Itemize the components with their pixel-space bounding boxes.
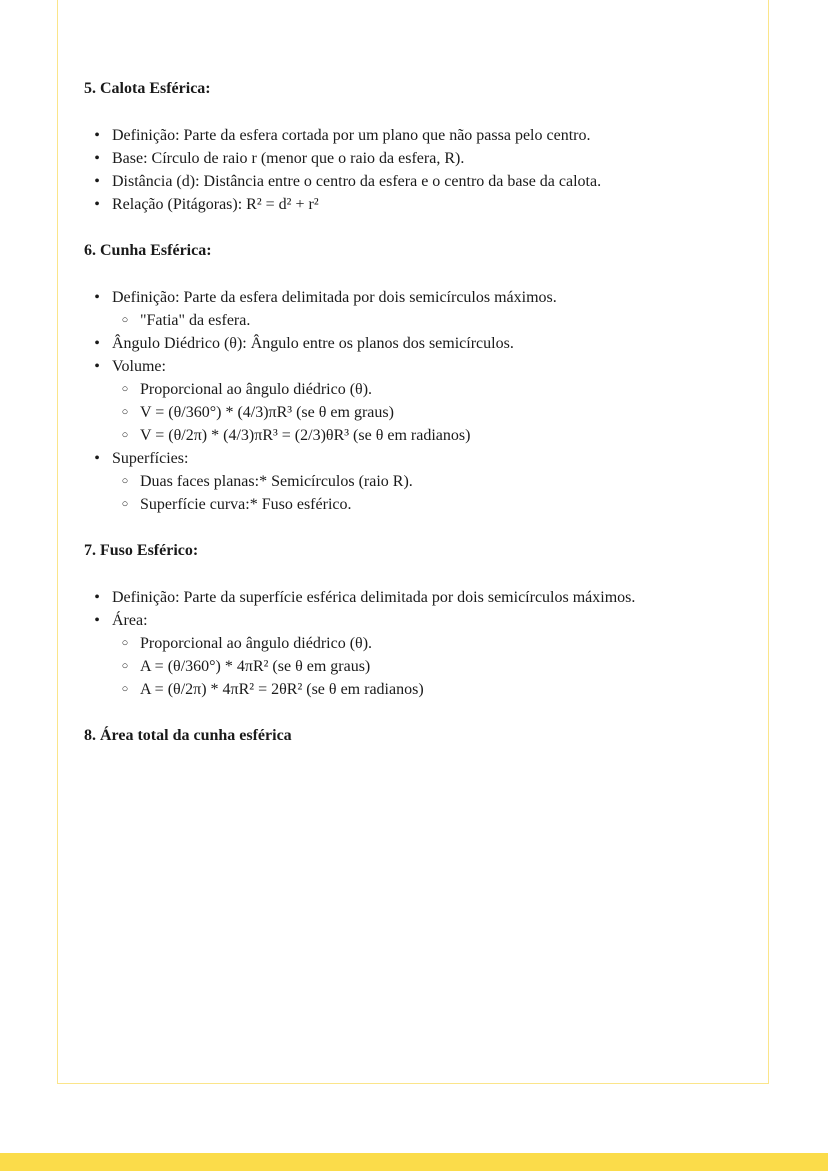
document-content xyxy=(84,78,754,771)
hollow-bullet-icon: ○ xyxy=(121,637,129,649)
section-7-heading: 7. Fuso Esférico: xyxy=(84,542,199,559)
sub-list-item: ○ A = (θ/2π) * 4πR² = 2θR² (se θ em radianos) xyxy=(140,678,754,701)
list-item: • Relação (Pitágoras): R² = d² + r² xyxy=(112,193,754,216)
sub-list xyxy=(112,632,754,701)
sub-list-item: ○ Proporcional ao ângulo diédrico (θ). xyxy=(140,632,754,655)
list-item: • Área: ○ Proporcional ao ângulo diédrico (θ). ○ A = (θ/360°) * 4πR² (se θ em graus) ○ A = (θ/2π) * 4πR² = 2θR² (se θ em radianos) xyxy=(112,609,754,701)
hollow-bullet-icon: ○ xyxy=(121,498,129,510)
sub-list-item: ○ A = (θ/360°) * 4πR² (se θ em graus) xyxy=(140,655,754,678)
bullet-icon: • xyxy=(94,173,100,190)
hollow-bullet-icon: ○ xyxy=(121,429,129,441)
sub-list-item: ○ "Fatia" da esfera. xyxy=(140,309,754,332)
list-item: • Distância (d): Distância entre o centro da esfera e o centro da base da calota. xyxy=(112,170,754,193)
hollow-bullet-icon: ○ xyxy=(121,383,129,395)
list-item: • Superfícies: ○ Duas faces planas:* Semicírculos (raio R). ○ Superfície curva:* Fuso esférico. xyxy=(112,447,754,516)
bullet-icon: • xyxy=(94,335,100,352)
sub-list-item: ○ V = (θ/360°) * (4/3)πR³ (se θ em graus) xyxy=(140,401,754,424)
bullet-icon: • xyxy=(94,589,100,606)
bullet-icon: • xyxy=(94,358,100,375)
hollow-bullet-icon: ○ xyxy=(121,406,129,418)
list-item: • Base: Círculo de raio r (menor que o raio da esfera, R). xyxy=(112,147,754,170)
section-6-list xyxy=(84,286,754,516)
sub-list-item: ○ Proporcional ao ângulo diédrico (θ). xyxy=(140,378,754,401)
footer-bar xyxy=(0,1153,828,1171)
section-5-list xyxy=(84,124,754,216)
bullet-icon: • xyxy=(94,150,100,167)
hollow-bullet-icon: ○ xyxy=(121,660,129,672)
bullet-icon: • xyxy=(94,289,100,306)
section-6-heading: 6. Cunha Esférica: xyxy=(84,242,212,259)
hollow-bullet-icon: ○ xyxy=(121,683,129,695)
sub-list xyxy=(112,470,754,516)
document-page xyxy=(57,0,769,1084)
bullet-icon: • xyxy=(94,450,100,467)
sub-list-item: ○ V = (θ/2π) * (4/3)πR³ = (2/3)θR³ (se θ em radianos) xyxy=(140,424,754,447)
list-item: • Definição: Parte da superfície esférica delimitada por dois semicírculos máximos. xyxy=(112,586,754,609)
sub-list-item: ○ Duas faces planas:* Semicírculos (raio R). xyxy=(140,470,754,493)
hollow-bullet-icon: ○ xyxy=(121,314,129,326)
bullet-icon: • xyxy=(94,612,100,629)
list-item: • Definição: Parte da esfera cortada por um plano que não passa pelo centro. xyxy=(112,124,754,147)
section-7-list xyxy=(84,586,754,701)
sub-list xyxy=(112,378,754,447)
hollow-bullet-icon: ○ xyxy=(121,475,129,487)
bullet-icon: • xyxy=(94,127,100,144)
bullet-icon: • xyxy=(94,196,100,213)
list-item: • Volume: ○ Proporcional ao ângulo diédrico (θ). ○ V = (θ/360°) * (4/3)πR³ (se θ em graus) ○ V = (θ/2π) * (4/3)πR³ = (2/3)θR³ (se θ em radianos) xyxy=(112,355,754,447)
section-8-heading: 8. Área total da cunha esférica xyxy=(84,727,292,744)
section-5-heading: 5. Calota Esférica: xyxy=(84,80,211,97)
sub-list-item: ○ Superfície curva:* Fuso esférico. xyxy=(140,493,754,516)
list-item: • Definição: Parte da esfera delimitada por dois semicírculos máximos. ○ "Fatia" da esfera. xyxy=(112,286,754,332)
list-item: • Ângulo Diédrico (θ): Ângulo entre os planos dos semicírculos. xyxy=(112,332,754,355)
sub-list xyxy=(112,309,754,332)
